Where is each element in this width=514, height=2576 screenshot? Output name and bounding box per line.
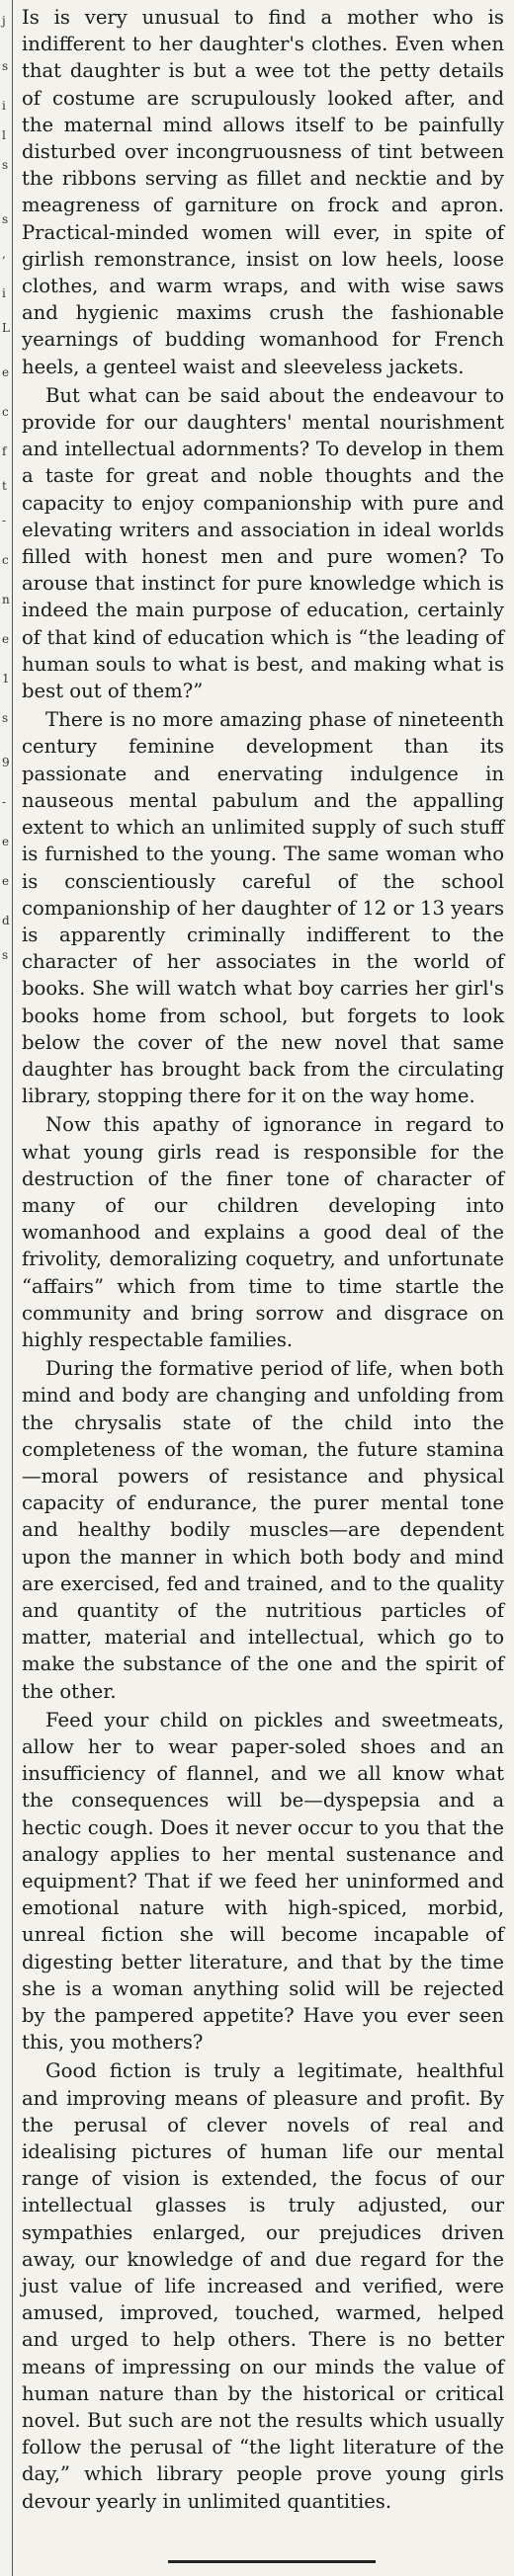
gutter-mark: 9: [2, 756, 10, 769]
article-paragraph: Feed your child on pickles and sweetmeats, allow her to wear paper-soled shoes and an insufficiency of flannel, and we all know what the consequences will be—dyspepsia and a hectic cough. Does it never occur to you that the analogy applies to her mental sustenance and equipment? That if we feed her uninformed and emotional nature with high-spiced, morbid, unreal fiction she will become incapable of digesting better literature, and that by the time she is a woman anything solid will be rejected by the pampered appetite? Have you ever seen this, you mothers?: [22, 1708, 504, 2054]
closing-rule: [168, 2560, 376, 2563]
article-paragraph: Good fiction is truly a legitimate, healthful and improving means of pleasure and profit. By the perusal of clever novels of real and idealising pictures of human life our mental range of vision is extended, the focus of our intellectual glasses is truly adjusted, our sympathies enlarged, our prejudices driven away, our knowledge of and due regard for the just value of life increased and verified, were amused, improved, touched, warmed, helped and urged to help others. There is no better means of impressing on our minds the value of human nature than by the historical or critical novel. But such are not the results which usually follow the perusal of “the light literature of the day,” which library people prove young girls devour yearly in unlimited quantities.: [22, 2059, 504, 2513]
article-paragraph: There is no more amazing phase of nineteenth century feminine development than its passionate and enervating indulgence in nauseous mental pabulum and the appalling extent to which an unlimited supply of such stuff is furnished to the young. The same woman who is conscientiously careful of the school companionship of her daughter of 12 or 13 years is apparently criminally indifferent to the character of her associates in the world of books. She will watch what boy carries her girl's books home from school, but forgets to look below the cover of the new novel that same daughter has brought back from the circulating library, stopping there for it on the way home.: [22, 708, 504, 1108]
gutter-mark: L: [2, 321, 10, 335]
gutter-mark: i: [2, 99, 6, 113]
gutter-mark: ,: [2, 247, 6, 261]
gutter-mark: l: [2, 128, 6, 142]
gutter-mark: s: [2, 948, 9, 962]
column-gutter: [0, 0, 13, 2576]
article-paragraph: Is is very unusual to find a mother who is indifferent to her daughter's clothes. Even when that daughter is but a wee tot the petty details of costume are scrupulously looked after, and the maternal mind allows itself to be painfully disturbed over incongruousness of tint between the ribbons serving as fillet and necktie and by meagreness of garniture on frock and apron. Practical-minded women will ever, in spite of girlish remonstrance, insist on low heels, loose clothes, and warm wraps, and with wise saws and hygienic maxims crush the fashionable yearnings of budding womanhood for French heels, a genteel waist and sleeveless jackets.: [22, 6, 504, 378]
gutter-mark: c: [2, 405, 9, 419]
gutter-mark: s: [2, 212, 9, 226]
gutter-mark: n: [2, 593, 10, 606]
gutter-mark: e: [2, 874, 10, 888]
gutter-mark: c: [2, 553, 9, 567]
article-paragraph: But what can be said about the endeavour to provide for our daughters' mental nourishment and intellectual adornments? To develop in them a taste for great and noble thoughts and the capacity to enjoy companionship with pure and elevating writers and association in ideal worlds filled with honest men and pure women? To arouse that instinct for pure knowledge which is indeed the main purpose of education, certainly of that kind of education which is “the leading of human souls to what is best, and making what is best out of them?”: [22, 383, 504, 703]
gutter-mark: j: [2, 14, 6, 28]
article-paragraph: Now this apathy of ignorance in regard to what young girls read is responsible for the destruction of the finer tone of character of many of our children developing into womanhood and explains a good deal of the frivolity, demoralizing coquetry, and unfortunate “affairs” which from time to time startle the community and bring sorrow and disgrace on highly respectable families.: [22, 1113, 504, 1351]
article-column: [22, 4, 504, 2517]
gutter-mark: 1: [2, 672, 10, 685]
gutter-mark: d: [2, 914, 10, 927]
gutter-mark: s: [2, 158, 9, 172]
gutter-mark: -: [2, 795, 7, 809]
gutter-mark: e: [2, 835, 10, 848]
article-paragraph: During the formative period of life, when both mind and body are changing and unfolding from the chrysalis state of the child into the completeness of the woman, the future stamina—moral powers of resistance and physical capacity of endurance, the purer mental tone and healthy bodily muscles—are dependent upon the manner in which both body and mind are exercised, fed and trained, and to the quality and quantity of the nutritious particles of matter, material and intellectual, which go to make the substance of the one and the spirit of the other.: [22, 1357, 504, 1703]
gutter-mark: -: [2, 514, 7, 527]
gutter-mark: e: [2, 632, 10, 646]
gutter-mark: i: [2, 286, 6, 300]
gutter-mark: f: [2, 444, 7, 458]
gutter-mark: s: [2, 711, 9, 725]
gutter-mark: e: [2, 365, 10, 379]
gutter-mark: s: [2, 59, 9, 73]
gutter-mark: t: [2, 479, 7, 493]
